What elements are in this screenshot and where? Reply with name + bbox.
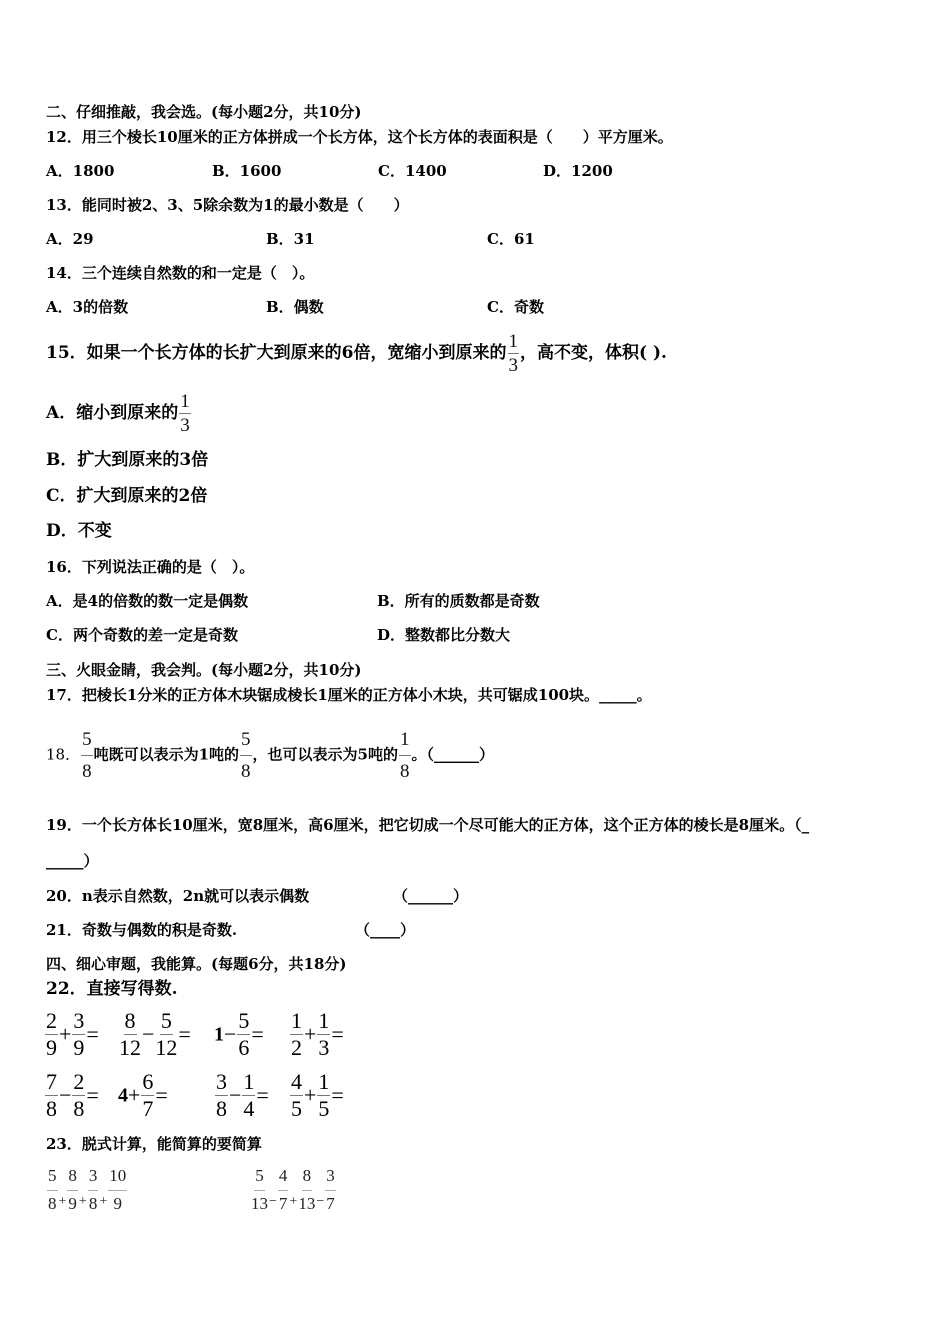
q15-option-d: D．不变 (46, 521, 112, 541)
q13-option-c: C．61 (487, 230, 535, 248)
q15-text-post: ，高不变，体积( ). (520, 343, 667, 363)
q12-option-c: C．1400 (378, 162, 447, 180)
denominator: 9 (113, 1194, 122, 1213)
fraction (141, 1071, 154, 1120)
equals-sign: = (86, 1021, 99, 1047)
question-16: 16．下列说法正确的是（ ）。 (46, 558, 255, 576)
q21-answer-blank: （____） (355, 921, 416, 939)
question-12: 12．用三个棱长10厘米的正方体拼成一个长方体，这个长方体的表面积是（ ）平方厘米。 (46, 128, 673, 146)
fraction (119, 1010, 141, 1059)
question-19: 19．一个长方体长10厘米，宽8厘米，高6厘米，把它切成一个尽可能大的正方体，这个正方体的棱长是8厘米。（_ (46, 816, 810, 834)
denominator: 8 (82, 761, 92, 782)
fraction (317, 1010, 330, 1059)
denominator: 8 (73, 1096, 85, 1121)
denominator: 8 (88, 1194, 98, 1213)
q18-number: 18． (46, 745, 81, 764)
operator: + (304, 1082, 317, 1108)
numerator: 5 (47, 1167, 58, 1191)
equals-sign: = (178, 1021, 191, 1047)
numerator: 1 (243, 1069, 255, 1094)
q15-option-c: C．扩大到原来的2倍 (46, 486, 208, 506)
denominator: 5 (291, 1096, 302, 1121)
q12-option-a: A．1800 (46, 162, 115, 180)
numerator: 5 (238, 1008, 250, 1033)
question-23: 23．脱式计算，能简算的要简算 (46, 1135, 262, 1153)
q13-option-b: B．31 (266, 230, 315, 248)
denominator: 7 (326, 1194, 335, 1213)
numerator: 5 (81, 730, 93, 756)
denominator: 13 (251, 1194, 268, 1213)
q12-option-d: D．1200 (543, 162, 613, 180)
fraction (179, 392, 191, 435)
operator: − (59, 1082, 72, 1108)
fraction (108, 1167, 127, 1212)
denominator: 9 (73, 1035, 85, 1060)
q23-expression-2 (250, 1167, 337, 1212)
q15-option-b: B．扩大到原来的3倍 (46, 450, 209, 470)
q16-option-b: B．所有的质数都是奇数 (377, 592, 540, 610)
numerator: 4 (291, 1069, 302, 1094)
equals-sign: = (256, 1082, 269, 1108)
q22-item (118, 1071, 168, 1120)
numerator: 1 (318, 1008, 330, 1033)
fraction (81, 730, 93, 781)
numerator: 2 (46, 1008, 57, 1033)
numerator: 5 (254, 1167, 265, 1191)
operator: − (229, 1082, 242, 1108)
denominator: 3 (180, 415, 190, 436)
denominator: 9 (46, 1035, 57, 1060)
question-20: 20．n表示自然数，2n就可以表示偶数 (46, 887, 310, 905)
denominator: 6 (238, 1035, 250, 1060)
fraction (72, 1010, 85, 1059)
fraction (155, 1010, 177, 1059)
numerator: 8 (302, 1167, 313, 1191)
q22-item (289, 1010, 344, 1059)
section-4-heading: 四、细心审题，我能算。(每题6分，共18分) (46, 955, 347, 973)
operator: + (78, 1193, 87, 1209)
fraction (72, 1071, 85, 1120)
fraction (88, 1167, 99, 1212)
numerator: 4 (278, 1167, 289, 1191)
fraction (215, 1071, 228, 1120)
question-13: 13．能同时被2、3、5除余数为1的最小数是（ ） (46, 196, 409, 214)
fraction (290, 1010, 303, 1059)
q22-item (214, 1010, 264, 1059)
denominator: 7 (142, 1096, 154, 1121)
q23-expression-1 (46, 1167, 128, 1212)
fraction (399, 730, 411, 781)
question-15 (46, 330, 667, 376)
fraction (240, 730, 252, 781)
numerator: 5 (160, 1008, 172, 1033)
q16-option-a: A．是4的倍数的数一定是偶数 (46, 592, 249, 610)
q22-item (118, 1010, 191, 1059)
denominator: 3 (318, 1035, 330, 1060)
q18-text: 吨既可以表示为1吨的 (93, 745, 240, 764)
numerator: 3 (88, 1167, 99, 1191)
q13-option-a: A．29 (46, 230, 94, 248)
operator: − (224, 1021, 237, 1047)
numerator: 8 (124, 1008, 136, 1033)
fraction (237, 1010, 250, 1059)
operator: + (99, 1193, 108, 1209)
numerator: 8 (67, 1167, 78, 1191)
numerator: 6 (142, 1069, 154, 1094)
equals-sign: = (155, 1082, 168, 1108)
q20-answer-blank: （______） (393, 887, 469, 905)
option-text: A．缩小到原来的 (46, 403, 179, 423)
question-21: 21．奇数与偶数的积是奇数. (46, 921, 238, 939)
operator: − (316, 1193, 325, 1209)
denominator: 9 (68, 1194, 77, 1213)
denominator: 8 (46, 1096, 57, 1121)
question-14: 14．三个连续自然数的和一定是（ ）。 (46, 264, 315, 282)
numerator: 1 (508, 331, 518, 352)
denominator: 7 (278, 1194, 288, 1213)
denominator: 4 (243, 1096, 255, 1121)
operator: + (58, 1193, 67, 1209)
denominator: 5 (318, 1096, 330, 1121)
denominator: 8 (400, 761, 410, 782)
q15-text-pre: 15．如果一个长方体的长扩大到原来的6倍，宽缩小到原来的 (46, 343, 507, 363)
denominator: 3 (508, 355, 518, 376)
denominator: 8 (216, 1096, 227, 1121)
q15-option-a (46, 390, 192, 436)
q16-option-d: D．整数都比分数大 (377, 626, 511, 644)
numerator: 10 (108, 1167, 127, 1191)
denominator: 12 (155, 1035, 178, 1060)
fraction (45, 1071, 58, 1120)
equals-sign: = (251, 1021, 264, 1047)
fraction (67, 1167, 78, 1212)
numerator: 1 (291, 1008, 302, 1033)
fraction (242, 1071, 255, 1120)
fraction (45, 1010, 58, 1059)
q22-row-2 (44, 1071, 444, 1121)
numerator: 3 (73, 1008, 85, 1033)
numerator: 3 (216, 1069, 227, 1094)
equals-sign: = (331, 1021, 344, 1047)
denominator: 2 (291, 1035, 302, 1060)
operator: − (142, 1021, 155, 1047)
q22-item (214, 1071, 269, 1120)
numerator: 1 (318, 1069, 330, 1094)
numerator: 1 (399, 730, 411, 756)
fraction (325, 1167, 336, 1212)
q18-text: ，也可以表示为5吨的 (252, 745, 398, 764)
section-3-heading: 三、火眼金睛，我会判。(每小题2分，共10分) (46, 661, 362, 679)
fraction (47, 1167, 58, 1212)
whole-number: 1 (214, 1023, 224, 1046)
question-18 (46, 730, 494, 781)
q22-item (44, 1071, 99, 1120)
q14-option-a: A．3的倍数 (46, 298, 129, 316)
denominator: 8 (48, 1194, 57, 1213)
q22-row-1 (44, 1010, 444, 1060)
fraction (290, 1071, 303, 1120)
numerator: 1 (180, 391, 190, 412)
q22-item (44, 1010, 99, 1059)
fraction (298, 1167, 315, 1212)
denominator: 13 (298, 1194, 316, 1213)
question-22: 22．直接写得数. (46, 979, 178, 999)
operator: + (304, 1021, 317, 1047)
fraction (317, 1071, 330, 1120)
q18-answer-blank: 。（______） (411, 745, 495, 764)
q14-option-b: B．偶数 (266, 298, 324, 316)
denominator: 12 (119, 1035, 141, 1060)
denominator: 8 (241, 761, 251, 782)
fraction (251, 1167, 268, 1212)
q22-item (289, 1071, 344, 1120)
operator: + (59, 1021, 72, 1047)
numerator: 5 (240, 730, 252, 756)
numerator: 3 (325, 1167, 336, 1191)
q16-option-c: C．两个奇数的差一定是奇数 (46, 626, 238, 644)
operator: + (128, 1082, 141, 1108)
numerator: 2 (73, 1069, 85, 1094)
question-19-continued: _____） (46, 852, 99, 870)
q14-option-c: C．奇数 (487, 298, 544, 316)
equals-sign: = (331, 1082, 344, 1108)
question-17: 17．把棱长1分米的正方体木块锯成棱长1厘米的正方体小木块，共可锯成100块。_____。 (46, 686, 652, 704)
fraction (278, 1167, 289, 1212)
fraction (508, 332, 520, 375)
operator: − (269, 1193, 277, 1209)
numerator: 7 (46, 1069, 57, 1094)
section-2-heading: 二、仔细推敲，我会选。(每小题2分，共10分) (46, 103, 362, 121)
q12-option-b: B．1600 (212, 162, 282, 180)
whole-number: 4 (118, 1084, 128, 1107)
equals-sign: = (86, 1082, 99, 1108)
operator: + (289, 1193, 298, 1209)
